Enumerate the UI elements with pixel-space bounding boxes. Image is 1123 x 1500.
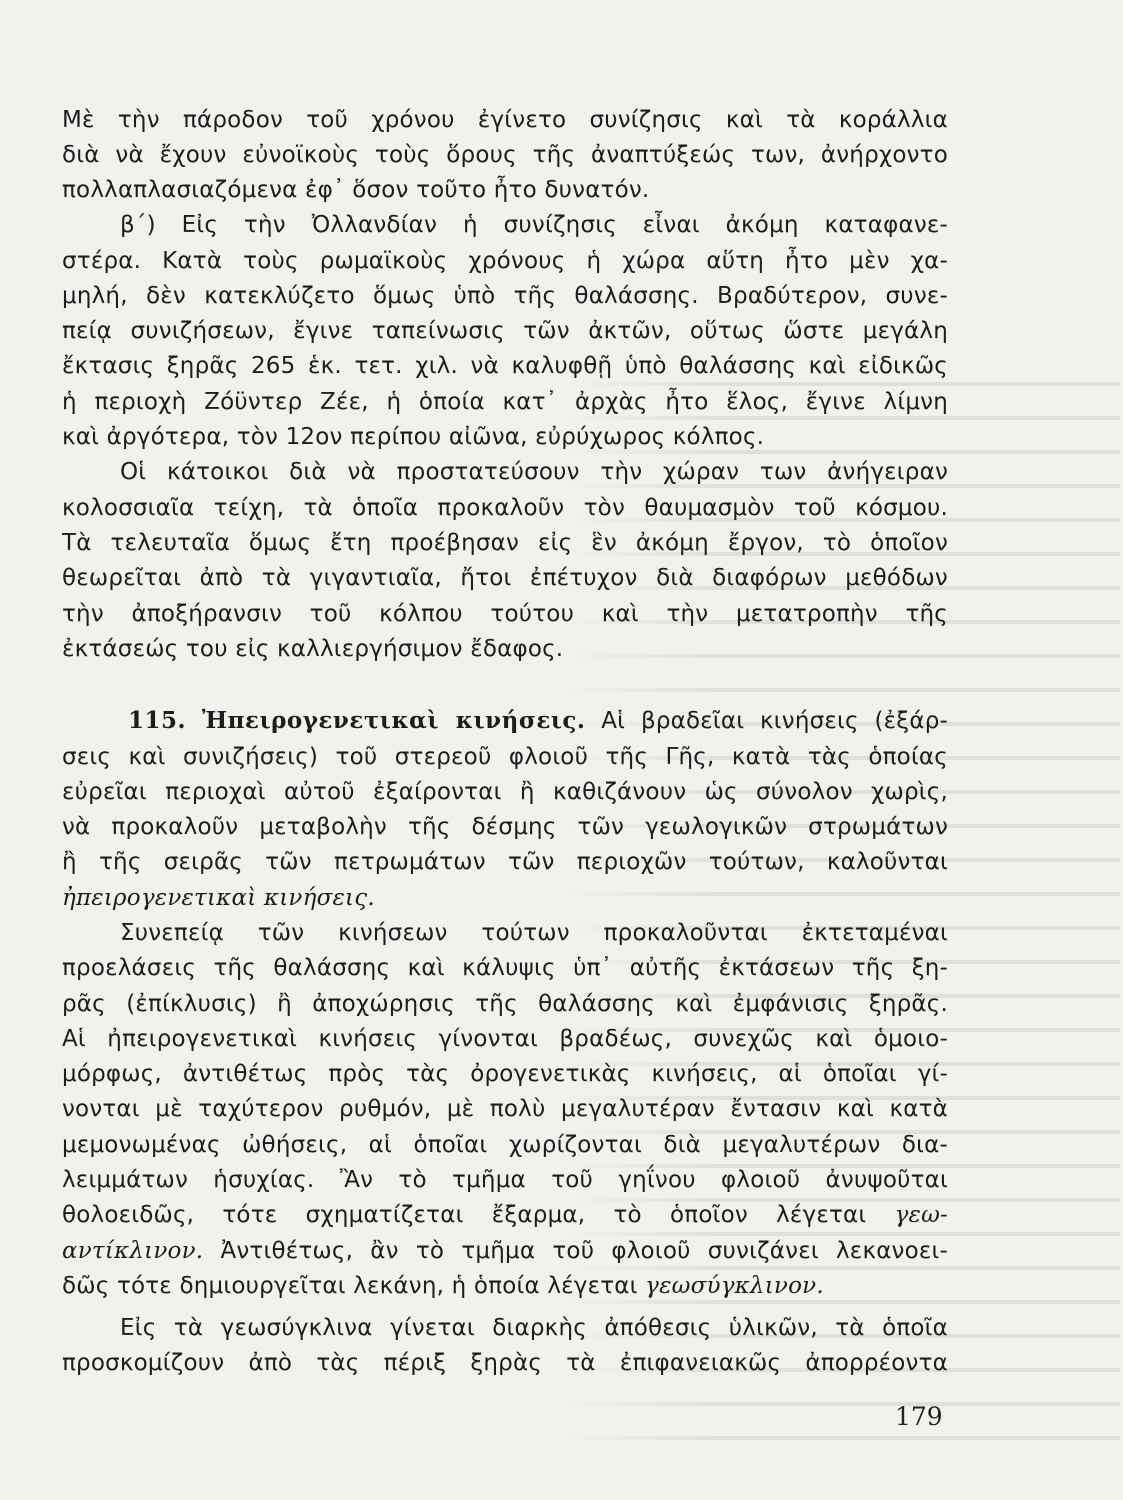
text-span: θολοειδῶς, τότε σχηματίζεται ἔξαρμα, τὸ ὁποῖον λέγεται [62, 1202, 867, 1228]
text-line: σεις καὶ συνιζήσεις) τοῦ στερεοῦ φλοιοῦ τῆς Γῆς, κατὰ τὰς ὁποίας [62, 744, 948, 770]
text-span: Ἀντιθέτως, ἂν τὸ τμῆμα τοῦ φλοιοῦ συνιζάνει λεκανοει- [220, 1238, 948, 1264]
text-line: Συνεπείᾳ τῶν κινήσεων τούτων προκαλοῦνται ἐκτεταμέναι [120, 920, 948, 946]
text-line-italic: ἠπειρογενετικαὶ κινήσεις. [62, 885, 375, 911]
text-line: ρᾶς (ἐπίκλυσις) ἢ ἀποχώρησις τῆς θαλάσσης καὶ ἐμφάνισις ξηρᾶς. [62, 991, 948, 1017]
text-line: Εἰς τὰ γεωσύγκλινα γίνεται διαρκὴς ἀπόθεσις ὑλικῶν, τὰ ὁποῖα [120, 1315, 948, 1341]
text-line: ἢ τῆς σειρᾶς τῶν πετρωμάτων τῶν περιοχῶν τούτων, καλοῦνται [62, 849, 948, 875]
term-italic: αντίκλινον. [62, 1238, 204, 1264]
text-line: πείᾳ συνιζήσεων, ἔγινε ταπείνωσις τῶν ἀκτῶν, οὕτως ὥστε μεγάλη [62, 318, 948, 344]
section-title: Ἠπειρογενετικαὶ κινήσεις. [201, 707, 586, 734]
text-line [62, 1198, 948, 1233]
text-line: β΄) Εἰς τὴν Ὀλλανδίαν ἡ συνίζησις εἶναι ἀκόμη καταφανε- [120, 212, 948, 238]
section-number: 115. [128, 707, 187, 734]
text-line: εὐρεῖαι περιοχαὶ αὐτοῦ ἐξαίρονται ἢ καθιζάνουν ὡς σύνολον χωρὶς, [62, 779, 948, 805]
text-line: νὰ προκαλοῦν μεταβολὴν τῆς δέσμης τῶν γεωλογικῶν στρωμάτων [62, 814, 948, 840]
text-line: θεωρεῖται ἀπὸ τὰ γιγαντιαῖα, ἤτοι ἐπέτυχον διὰ διαφόρων μεθόδων [62, 565, 948, 591]
text-span: δῶς τότε δημιουργεῖται λεκάνη, ἡ ὁποία λέγεται [62, 1273, 638, 1299]
text-line: ἡ περιοχὴ Ζόϋντερ Ζέε, ἡ ὁποία κατ᾽ ἀρχὰς ἦτο ἕλος, ἔγινε λίμνη [62, 389, 948, 415]
text-line: διὰ νὰ ἔχουν εὐνοϊκοὺς τοὺς ὅρους τῆς ἀναπτύξεώς των, ἀνήρχοντο [62, 142, 948, 168]
text-line [62, 1269, 948, 1304]
text-line: πολλαπλασιαζόμενα ἐφ᾽ ὅσον τοῦτο ἦτο δυνατόν. [62, 177, 650, 203]
text-line: τὴν ἀποξήρανσιν τοῦ κόλπου τούτου καὶ τὴν μετατροπὴν τῆς [62, 601, 948, 627]
text-line: κολοσσιαῖα τείχη, τὰ ὁποῖα προκαλοῦν τὸν θαυμασμὸν τοῦ κόσμου. [62, 495, 948, 521]
text-span: Αἱ βραδεῖαι κινήσεις (ἐξάρ- [601, 708, 948, 734]
text-line: προελάσεις τῆς θαλάσσης καὶ κάλυψις ὑπ᾽ αὐτῆς ἐκτάσεων τῆς ξη- [62, 955, 948, 981]
text-line: νονται μὲ ταχύτερον ρυθμόν, μὲ πολὺ μεγαλυτέραν ἔντασιν καὶ κατὰ [62, 1096, 948, 1122]
text-line [62, 1234, 948, 1269]
text-line: Τὰ τελευταῖα ὅμως ἔτη προέβησαν εἰς ἓν ἀκόμη ἔργον, τὸ ὁποῖον [62, 530, 948, 556]
text-line: ἐκτάσεώς του εἰς καλλιεργήσιμον ἔδαφος. [62, 636, 564, 662]
text-line: λειμμάτων ἡσυχίας. Ἂν τὸ τμῆμα τοῦ γηΐνου φλοιοῦ ἀνυψοῦται [62, 1167, 948, 1193]
text-line: στέρα. Κατὰ τοὺς ρωμαϊκοὺς χρόνους ἡ χώρα αὕτη ἦτο μὲν χα- [62, 248, 948, 274]
text-line: καὶ ἀργότερα, τὸν 12ον περίπου αἰῶνα, εὐρύχωρος κόλπος. [62, 424, 765, 450]
page-number: 179 [895, 1402, 943, 1431]
term-italic: γεωσύγκλινον. [645, 1273, 824, 1299]
text-line: ἔκτασις ξηρᾶς 265 ἑκ. τετ. χιλ. νὰ καλυφθῇ ὑπὸ θαλάσσης καὶ εἰδικῶς [62, 353, 948, 379]
term-italic: γεω- [894, 1202, 948, 1228]
text-line: μόρφως, ἀντιθέτως πρὸς τὰς ὀρογενετικὰς κινήσεις, αἱ ὁποῖαι γί- [62, 1061, 948, 1087]
text-line: Οἱ κάτοικοι διὰ νὰ προστατεύσουν τὴν χώραν των ἀνήγειραν [120, 459, 948, 485]
text-line: Αἱ ἠπειρογενετικαὶ κινήσεις γίνονται βραδέως, συνεχῶς καὶ ὁμοιο- [62, 1026, 948, 1052]
text-line: Μὲ τὴν πάροδον τοῦ χρόνου ἐγίνετο συνίζησις καὶ τὰ κοράλλια [62, 107, 948, 133]
text-line: μεμονωμένας ὠθήσεις, αἱ ὁποῖαι χωρίζονται διὰ μεγαλυτέρων δια- [62, 1132, 948, 1158]
section-heading-line [128, 704, 948, 739]
text-line: προσκομίζουν ἀπὸ τὰς πέριξ ξηρὰς τὰ ἐπιφανειακῶς ἀπορρέοντα [62, 1350, 948, 1376]
text-line: μηλή, δὲν κατεκλύζετο ὅμως ὑπὸ τῆς θαλάσσης. Βραδύτερον, συνε- [62, 283, 948, 309]
